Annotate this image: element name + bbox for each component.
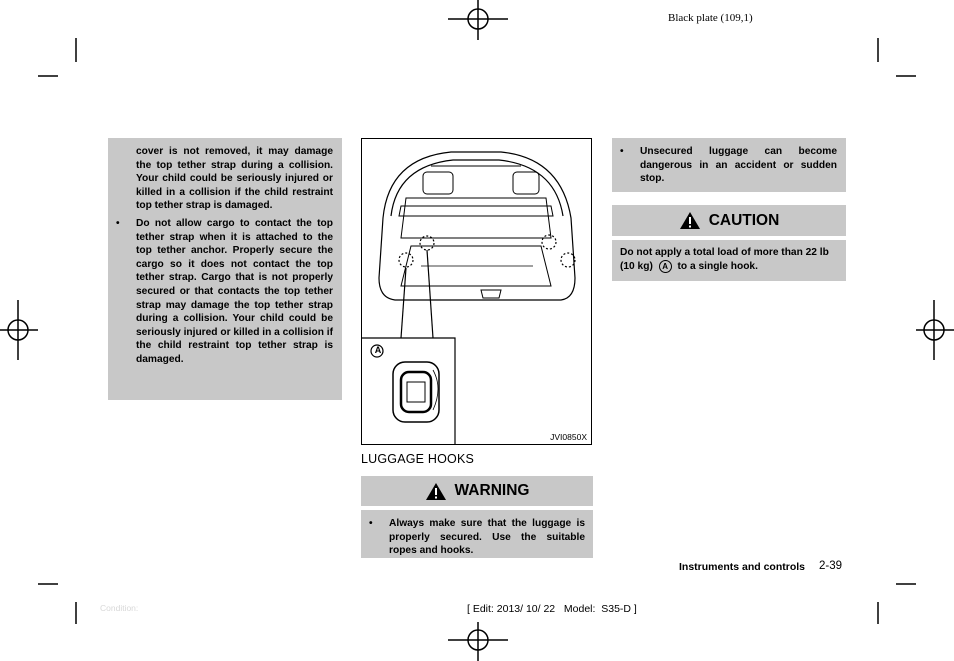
edit-info: [ Edit: 2013/ 10/ 22 Model: S35-D ] — [467, 603, 637, 615]
caution-label: CAUTION — [708, 211, 780, 229]
list-item — [612, 145, 837, 186]
bullet-text: Do not allow cargo to contact the top tether strap when it is attached to the top tether anchor. Properly secure the cargo so it does not contact the top tether strap. Cargo that is not properly secured or that contacts the top tether strap may damage the top tether strap during a collision. Your child could be seriously injured or killed in a collision if the child restraint top tether strap is damaged. — [136, 217, 334, 365]
page-number: 2-39 — [819, 560, 843, 572]
section-title-footer: Instruments and controls — [679, 561, 806, 573]
section-heading: LUGGAGE HOOKS — [361, 452, 475, 466]
bullet-dot: • — [620, 146, 624, 157]
warning-text-box — [361, 510, 593, 558]
list-item — [108, 217, 333, 367]
bullet-dot: • — [369, 518, 373, 529]
cargo-area-illustration — [361, 138, 592, 445]
callout-a-inline: A — [659, 260, 672, 273]
caution-text-box — [612, 240, 846, 281]
bullet-text: Always make sure that the luggage is properly secured. Use the suitable ropes and hooks. — [389, 518, 585, 557]
right-text-box — [612, 138, 846, 192]
warning-triangle-icon — [425, 482, 447, 501]
warning-label: WARNING — [454, 482, 530, 499]
figure-code: JVI0850X — [550, 432, 587, 442]
bullet-text: Unsecured luggage can become dangerous in an accident or sudden stop. — [640, 146, 837, 185]
plate-label: Black plate (109,1) — [668, 12, 753, 24]
caution-banner — [612, 205, 846, 236]
caution-text-end: to a single hook. — [677, 260, 758, 272]
caution-triangle-icon — [679, 211, 701, 230]
caution-text: Do not apply a total load of more than 22 lb (10 kg) — [620, 247, 829, 272]
callout-a: A — [374, 345, 382, 355]
continued-paragraph: cover is not removed, it may damage the top tether strap during a collision. Your child could be seriously injured or killed in a collision if the child restraint top tether strap is damaged. — [136, 146, 333, 212]
left-text-box — [108, 138, 342, 400]
figure-box — [361, 138, 592, 445]
warning-banner — [361, 476, 593, 506]
bullet-dot: • — [116, 217, 120, 229]
list-item — [361, 517, 585, 558]
condition-label: Condition: — [100, 603, 139, 613]
